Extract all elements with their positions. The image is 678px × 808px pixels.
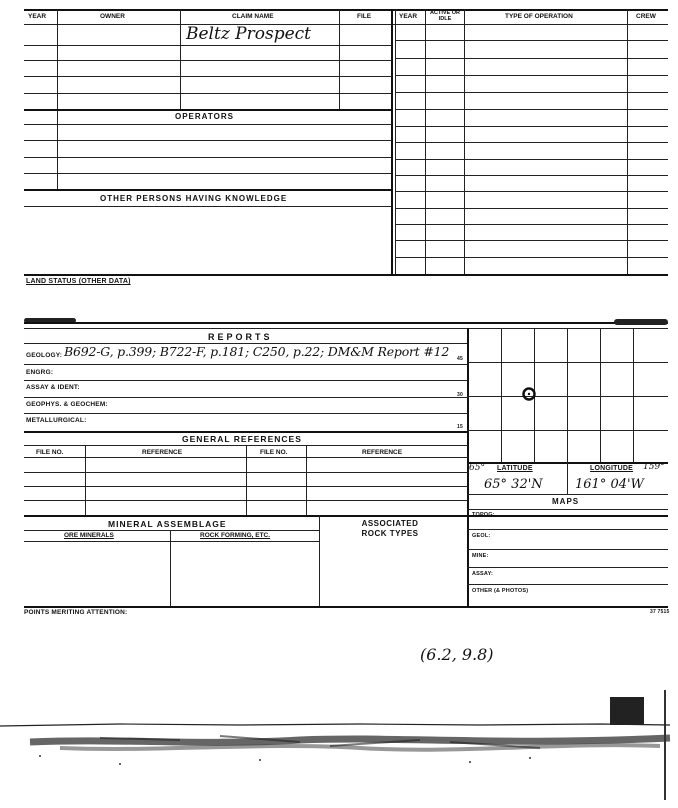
scale-mark-45: 45 xyxy=(457,356,463,362)
longitude-label: LONGITUDE xyxy=(590,465,634,472)
land-status-label: LAND STATUS (OTHER DATA) xyxy=(26,278,131,285)
coordinates-note: (6.2, 9.8) xyxy=(420,645,494,664)
maps-assay: ASSAY: xyxy=(472,571,494,577)
scale-mark-15: 15 xyxy=(457,424,463,430)
longitude-suffix: 159° xyxy=(643,462,665,472)
maps-topog: TOPOG: xyxy=(472,512,495,518)
reports-title: REPORTS xyxy=(208,332,273,342)
ref-reference-header-2: REFERENCE xyxy=(362,449,403,456)
metallurgical-label: METALLURGICAL: xyxy=(26,417,87,424)
ref-file-no-header-2: FILE NO. xyxy=(260,449,288,456)
geology-value: B692-G, p.399; B722-F, p.181; C250, p.22; DM&M Report #12 xyxy=(64,344,450,359)
file-header: FILE xyxy=(357,13,372,20)
latitude-value: 65° 32'N xyxy=(484,477,543,492)
operators-label: OPERATORS xyxy=(175,112,234,121)
ore-minerals-header: ORE MINERALS xyxy=(64,532,114,539)
scale-mark-30: 30 xyxy=(457,392,463,398)
year-header-2: YEAR xyxy=(399,13,418,20)
assay-label: ASSAY & IDENT: xyxy=(26,384,80,391)
ref-file-no-header: FILE NO. xyxy=(36,449,64,456)
owner-header: OWNER xyxy=(100,13,125,20)
latitude-label: LATITUDE xyxy=(497,465,533,472)
year-header: YEAR xyxy=(28,13,47,20)
maps-title: MAPS xyxy=(552,497,580,506)
claim-name-value: Beltz Prospect xyxy=(186,24,312,44)
latitude-prefix: 65° xyxy=(469,463,485,473)
rock-forming-header: ROCK FORMING, ETC. xyxy=(200,532,271,539)
maps-mine: MINE: xyxy=(472,553,489,559)
form-number: 37 7515 xyxy=(650,609,670,615)
active-idle-header: ACTIVE OR IDLE xyxy=(430,10,460,22)
ref-reference-header: REFERENCE xyxy=(142,449,183,456)
geology-label: GEOLOGY: xyxy=(26,352,63,359)
other-persons-label: OTHER PERSONS HAVING KNOWLEDGE xyxy=(100,194,288,203)
geophys-label: GEOPHYS. & GEOCHEM: xyxy=(26,401,108,408)
claim-name-header: CLAIM NAME xyxy=(232,13,274,20)
associated-rock-types: ASSOCIATED ROCK TYPES xyxy=(361,519,419,538)
maps-other: OTHER (& PHOTOS) xyxy=(472,588,529,594)
maps-geol: GEOL: xyxy=(472,533,491,539)
longitude-value: 161° 04'W xyxy=(575,477,644,492)
engrg-label: ENGRG: xyxy=(26,369,54,376)
points-meriting-attention: POINTS MERITING ATTENTION: xyxy=(24,609,128,616)
type-of-operation-header: TYPE OF OPERATION xyxy=(505,13,573,20)
mineral-assemblage-title: MINERAL ASSEMBLAGE xyxy=(108,519,227,529)
location-marker-icon xyxy=(521,386,537,402)
general-references-title: GENERAL REFERENCES xyxy=(182,434,302,444)
crew-header: CREW xyxy=(636,13,656,20)
